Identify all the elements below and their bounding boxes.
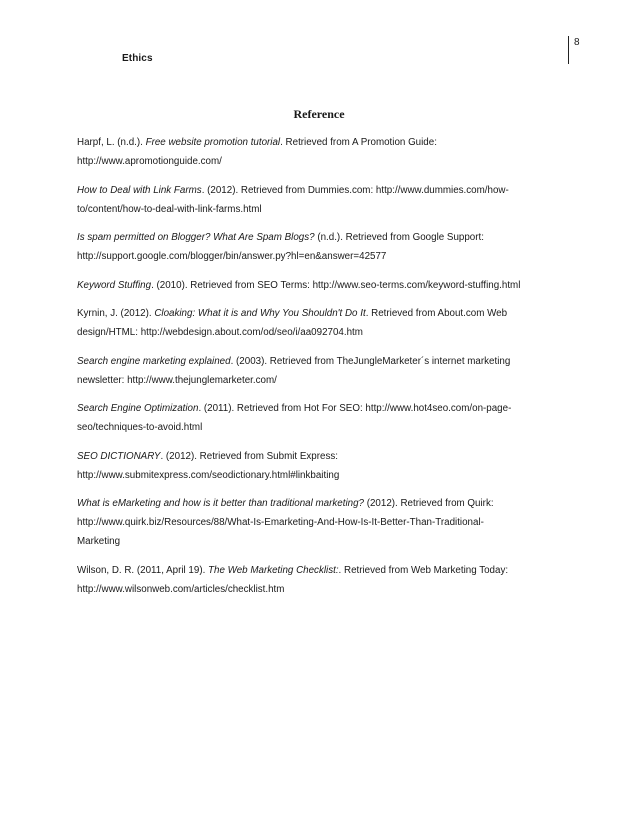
reference-text: . (2011). Retrieved from Hot For SEO: http://www.hot4seo.com/on-page- xyxy=(198,403,512,414)
page-number: 8 xyxy=(568,36,580,64)
reference-title-italic: Is spam permitted on Blogger? What Are Spam Blogs? xyxy=(77,232,315,243)
reference-line xyxy=(77,228,567,247)
reference-text: (2012). Retrieved from Quirk: xyxy=(363,498,494,509)
reference-line xyxy=(77,494,567,513)
reference-text: Marketing xyxy=(77,536,121,547)
reference-entry xyxy=(77,561,567,599)
reference-line xyxy=(77,580,567,599)
reference-line xyxy=(77,399,567,418)
reference-line xyxy=(77,276,567,295)
reference-text: . Retrieved from About.com Web xyxy=(365,308,508,319)
reference-text: . (2010). Retrieved from SEO Terms: http://www.seo-terms.com/keyword-stuffing.html xyxy=(151,279,521,291)
reference-entry xyxy=(77,447,567,485)
reference-entry xyxy=(77,352,567,390)
reference-entry xyxy=(77,276,567,295)
reference-text: Kyrnin, J. (2012). xyxy=(77,308,155,319)
reference-title-italic: How to Deal with Link Farms xyxy=(77,184,202,196)
reference-text: . (2012). Retrieved from Dummies.com: http://www.dummies.com/how- xyxy=(201,184,509,196)
reference-line xyxy=(77,200,567,219)
reference-title-italic: Cloaking: What it is and Why You Shouldn't Do It xyxy=(154,308,366,319)
reference-line xyxy=(77,133,567,152)
reference-line xyxy=(77,152,567,171)
reference-text: . Retrieved from Web Marketing Today: xyxy=(338,564,509,576)
reference-text: design/HTML: http://webdesign.about.com/od/seo/i/aa092704.htm xyxy=(77,327,363,338)
reference-title-italic: Search engine marketing explained xyxy=(77,355,231,367)
reference-text: newsletter: http://www.thejunglemarketer.com/ xyxy=(77,374,277,386)
reference-text: (n.d.). Retrieved from Google Support: xyxy=(314,232,484,243)
reference-entry xyxy=(77,228,567,266)
reference-title-italic: Keyword Stuffing xyxy=(77,279,152,291)
reference-entry xyxy=(77,181,567,219)
reference-text: Wilson, D. R. (2011, April 19). xyxy=(77,564,209,576)
running-head: Ethics xyxy=(122,53,153,64)
reference-line xyxy=(77,447,567,466)
reference-text: to/content/how-to-deal-with-link-farms.html xyxy=(77,203,262,215)
reference-line xyxy=(77,466,567,485)
reference-text: . (2003). Retrieved from TheJungleMarketer´s internet marketing xyxy=(230,355,511,367)
reference-text: http://support.google.com/blogger/bin/answer.py?hl=en&answer=42577 xyxy=(77,251,387,262)
reference-line xyxy=(77,304,567,323)
reference-line xyxy=(77,181,567,200)
reference-line xyxy=(77,352,567,371)
reference-text: http://www.apromotionguide.com/ xyxy=(77,156,222,167)
reference-text: seo/techniques-to-avoid.html xyxy=(77,422,203,433)
reference-title-italic: Search Engine Optimization xyxy=(77,403,199,414)
reference-entry xyxy=(77,494,567,551)
reference-entry xyxy=(77,133,567,171)
reference-line xyxy=(77,532,567,551)
reference-line xyxy=(77,513,567,532)
reference-title-italic: The Web Marketing Checklist: xyxy=(208,564,339,576)
page-title: Reference xyxy=(293,107,345,121)
reference-title-italic: What is eMarketing and how is it better than traditional marketing? xyxy=(77,498,364,509)
reference-entry xyxy=(77,304,567,342)
reference-text: http://www.quirk.biz/Resources/88/What-Is-Emarketing-And-How-Is-It-Better-Than-Traditional- xyxy=(77,517,484,528)
reference-line xyxy=(77,247,567,266)
reference-line xyxy=(77,418,567,437)
reference-text: http://www.wilsonweb.com/articles/checklist.htm xyxy=(77,583,285,595)
reference-line xyxy=(77,371,567,390)
reference-title-italic: Free website promotion tutorial xyxy=(145,137,281,148)
reference-entry xyxy=(77,399,567,437)
reference-text: . Retrieved from A Promotion Guide: xyxy=(280,137,437,148)
reference-title-italic: SEO DICTIONARY xyxy=(77,450,161,462)
reference-text: http://www.submitexpress.com/seodictionary.html#linkbaiting xyxy=(77,469,340,481)
reference-line xyxy=(77,561,567,580)
reference-line xyxy=(77,323,567,342)
reference-text: . (2012). Retrieved from Submit Express: xyxy=(160,450,338,462)
reference-text: Harpf, L. (n.d.). xyxy=(77,137,146,148)
reference-list xyxy=(77,133,567,608)
